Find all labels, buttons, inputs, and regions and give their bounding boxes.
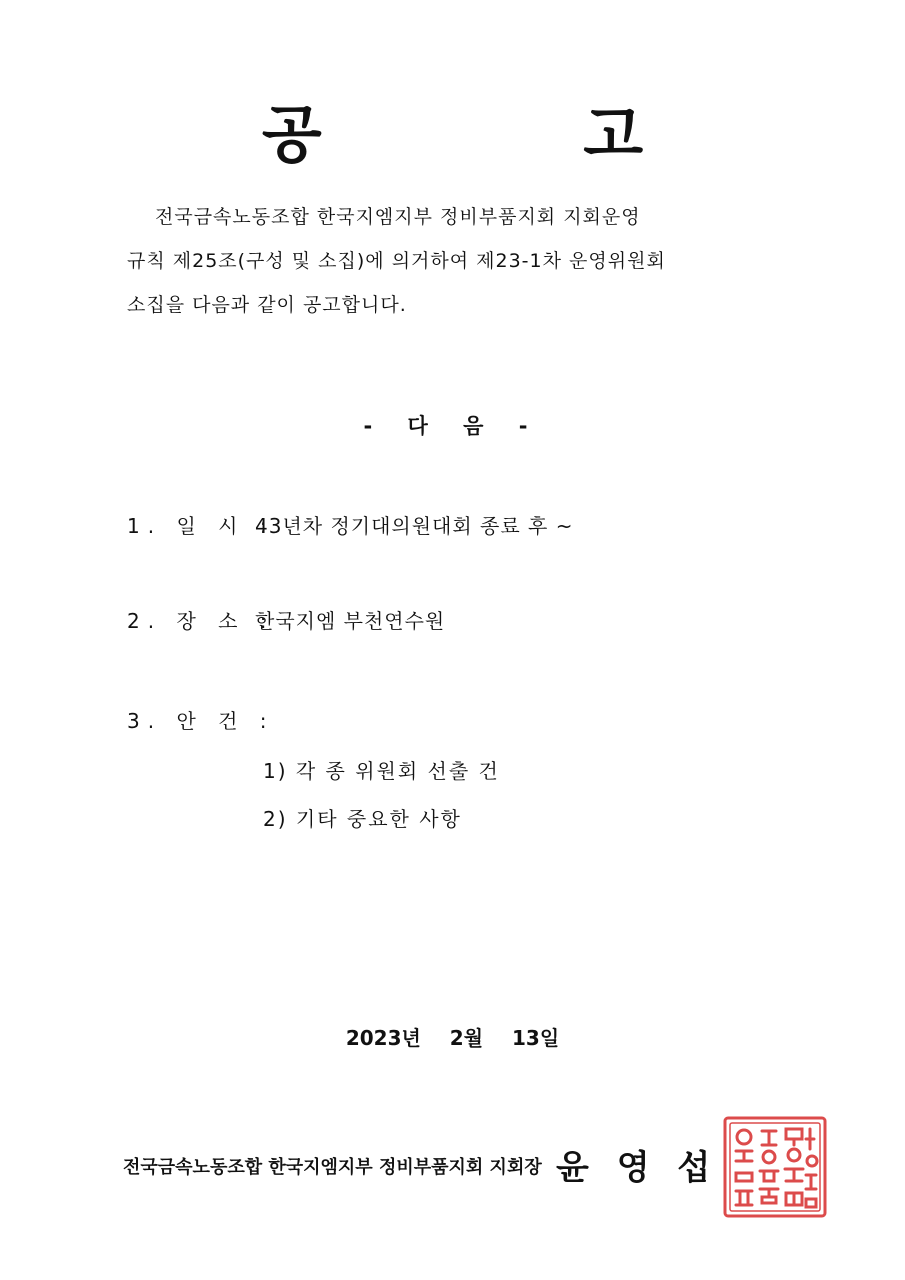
signature-line bbox=[123, 1140, 718, 1189]
signature-organization: 전국금속노동조합 한국지엠지부 정비부품지회 지회장 bbox=[123, 1157, 542, 1178]
item-label: 3. 안 건 : bbox=[127, 709, 275, 733]
sub-heading: - 다 음 - bbox=[363, 414, 542, 438]
intro-line: 전국금속노동조합 한국지엠지부 정비부품지회 지회운영 bbox=[155, 206, 641, 228]
item-value: 한국지엠 부천연수원 bbox=[255, 609, 446, 633]
agenda-item: 1) 각 종 위원회 선출 건 bbox=[263, 759, 500, 783]
item-agenda bbox=[127, 705, 275, 734]
item-label: 2. 장 소 : bbox=[127, 609, 275, 633]
agenda-item: 2) 기타 중요한 사항 bbox=[263, 807, 462, 831]
item-location bbox=[127, 605, 445, 634]
intro-paragraph bbox=[127, 195, 797, 327]
intro-line: 규칙 제25조(구성 및 소집)에 의거하여 제23-1차 운영위원회 bbox=[127, 250, 666, 272]
notice-title: 공 고 bbox=[261, 98, 764, 171]
item-value: 43년차 정기대의원대회 종료 후 ~ bbox=[255, 514, 574, 538]
item-datetime bbox=[127, 510, 573, 539]
official-seal-icon bbox=[722, 1115, 828, 1219]
intro-line: 소집을 다음과 같이 공고합니다. bbox=[127, 294, 407, 316]
signature-name: 윤 영 섭 bbox=[556, 1148, 719, 1188]
notice-date: 2023년 2월 13일 bbox=[345, 1026, 560, 1050]
item-label: 1. 일 시 : bbox=[127, 514, 275, 538]
